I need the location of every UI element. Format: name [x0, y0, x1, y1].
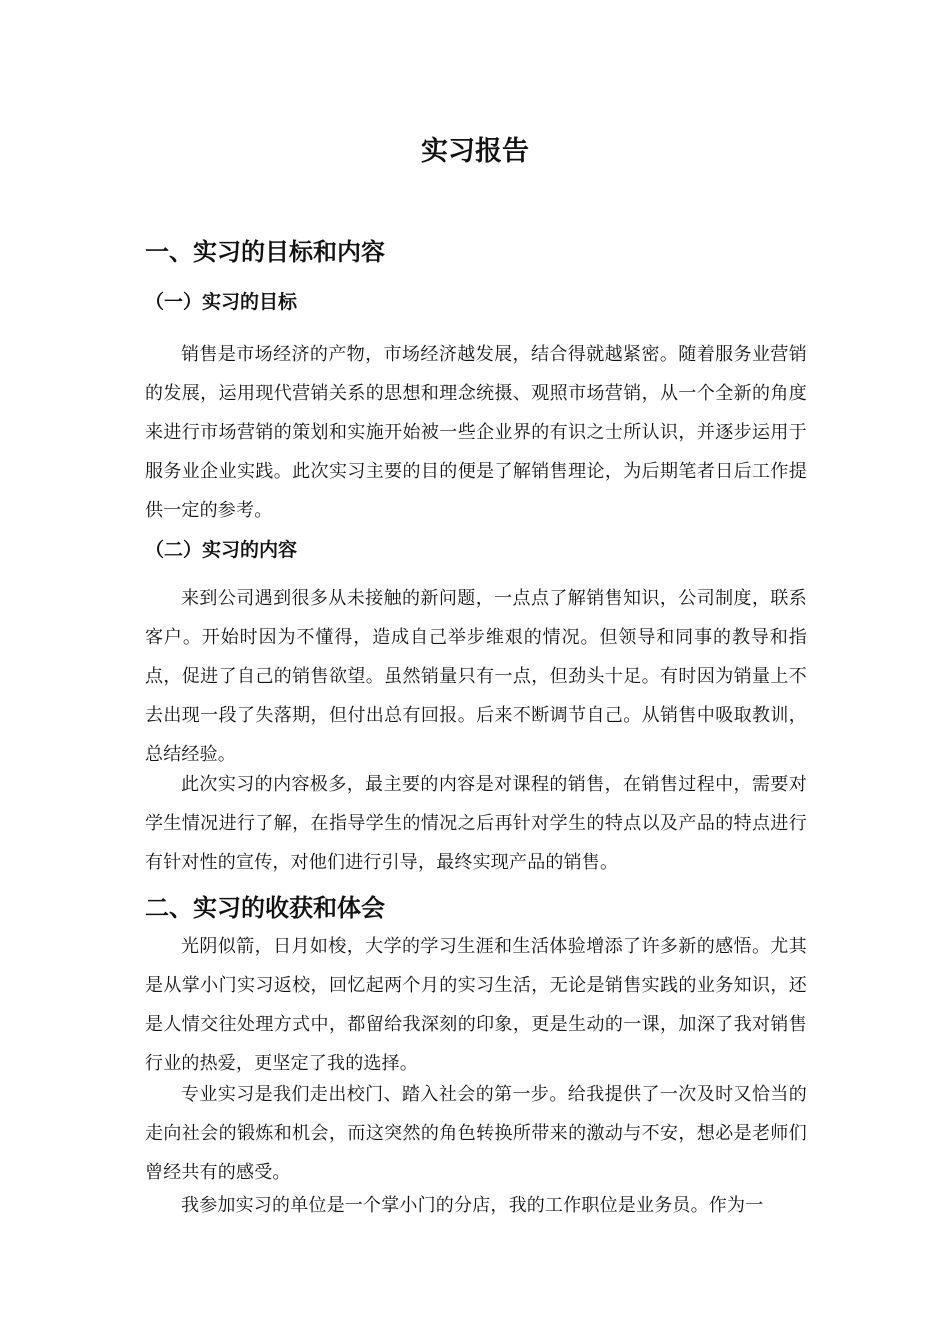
- section-heading-1: 一、实习的目标和内容: [145, 237, 385, 266]
- section-heading-2: 二、实习的收获和体会: [145, 893, 385, 922]
- paragraph-harvest-2: 专业实习是我们走出校门、踏入社会的第一步。给我提供了一次及时又恰当的走向社会的锻炼和机会，而这突然的角色转换所带来的激动与不安，想必是老师们曾经共有的感受。: [145, 1084, 807, 1183]
- paragraph-content-2: 此次实习的内容极多，最主要的内容是对课程的销售，在销售过程中，需要对学生情况进行了解，在指导学生的情况之后再针对学生的特点以及产品的特点进行有针对性的宣传，对他们进行引导，最终实现产品的销售。: [145, 774, 807, 873]
- paragraph-harvest-3: 我参加实习的单位是一个掌小门的分店，我的工作职位是业务员。作为一: [181, 1195, 764, 1216]
- paragraph-goal: 销售是市场经济的产物，市场经济越发展，结合得就越紧密。随着服务业营销的发展，运用现代营销关系的思想和理念统摄、观照市场营销，从一个全新的角度来进行市场营销的策划和实施开始被一些企业界的有识之士所认识，并逐步运用于服务业企业实践。此次实习主要的目的便是了解销售理论，为后期笔者日后工作提供一定的参考。: [145, 344, 807, 521]
- document-title: 实习报告: [421, 136, 529, 167]
- paragraph-harvest-1: 光阴似箭，日月如梭，大学的学习生涯和生活体验增添了许多新的感悟。尤其是从掌小门实习返校，回忆起两个月的实习生活，无论是销售实践的业务知识，还是人情交往处理方式中，都留给我深刻的印象，更是生动的一课，加深了我对销售行业的热爱，更坚定了我的选择。: [145, 936, 807, 1074]
- paragraph-content-1: 来到公司遇到很多从未接触的新问题，一点点了解销售知识，公司制度，联系客户。开始时因为不懂得，造成自己举步维艰的情况。但领导和同事的教导和指点，促进了自己的销售欲望。虽然销量只有一点，但劲头十足。有时因为销量上不去出现一段了失落期，但付出总有回报。后来不断调节自己。从销售中吸取教训，总结经验。: [145, 588, 807, 765]
- subsection-heading-1-1: （一）实习的目标: [145, 291, 298, 313]
- subsection-heading-1-2: （二）实习的内容: [145, 539, 298, 561]
